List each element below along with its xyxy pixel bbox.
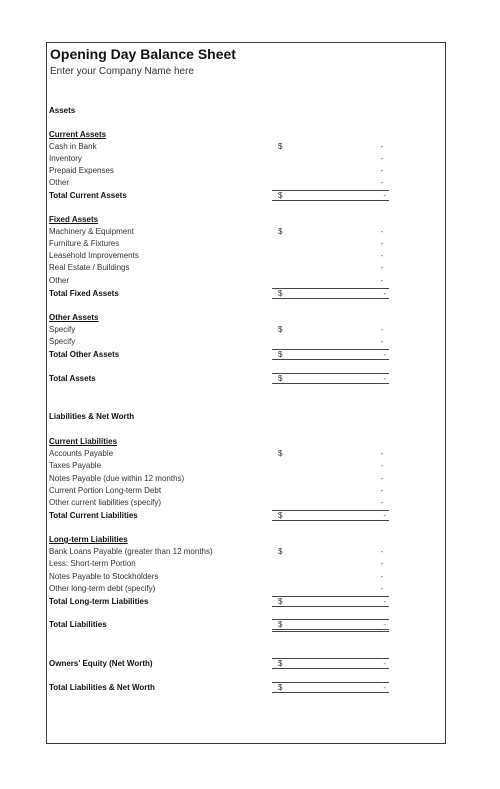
- amount-cell[interactable]: -: [380, 547, 384, 556]
- currency-symbol: $: [278, 350, 283, 359]
- line-label: Other current liabilities (specify): [49, 498, 162, 507]
- line-label: Notes Payable (due within 12 months): [49, 474, 185, 483]
- amount-cell[interactable]: -: [380, 461, 384, 470]
- currency-symbol: $: [278, 449, 283, 458]
- line-label: Bank Loans Payable (greater than 12 months): [49, 547, 213, 556]
- currency-symbol: $: [278, 325, 283, 334]
- amount-cell[interactable]: -: [380, 263, 384, 272]
- currency-symbol: $: [278, 597, 283, 606]
- fixed-assets-heading: Fixed Assets: [49, 215, 99, 224]
- total-label: Total Current Assets: [49, 191, 127, 200]
- total-amount: -: [383, 597, 386, 606]
- amount-cell[interactable]: -: [380, 142, 384, 151]
- line-label: Other: [49, 178, 70, 187]
- total-cell: [272, 682, 389, 693]
- other-assets-heading: Other Assets: [49, 313, 99, 322]
- currency-symbol: $: [278, 289, 283, 298]
- total-cell: [272, 349, 389, 360]
- currency-symbol: $: [278, 227, 283, 236]
- line-label: Furniture & Fixtures: [49, 239, 120, 248]
- line-label: Machinery & Equipment: [49, 227, 134, 236]
- currency-symbol: $: [278, 142, 283, 151]
- equity-label: Owners' Equity (Net Worth): [49, 659, 153, 668]
- amount-cell[interactable]: -: [380, 498, 384, 507]
- amount-cell[interactable]: -: [380, 239, 384, 248]
- total-label: Total Fixed Assets: [49, 289, 119, 298]
- line-label: Cash in Bank: [49, 142, 97, 151]
- amount-cell[interactable]: -: [380, 572, 384, 581]
- amount-cell[interactable]: -: [380, 337, 384, 346]
- total-amount: -: [383, 659, 386, 668]
- total-amount: -: [383, 350, 386, 359]
- amount-cell[interactable]: -: [380, 474, 384, 483]
- amount-cell[interactable]: -: [380, 325, 384, 334]
- amount-cell[interactable]: -: [380, 166, 384, 175]
- line-label: Real Estate / Buildings: [49, 263, 130, 272]
- total-label: Total Long-term Liabilities: [49, 597, 149, 606]
- line-label: Notes Payable to Stockholders: [49, 572, 159, 581]
- total-cell: [272, 619, 389, 632]
- total-label: Total Assets: [49, 374, 96, 383]
- line-label: Current Portion Long-term Debt: [49, 486, 162, 495]
- amount-cell[interactable]: -: [380, 276, 384, 285]
- total-label: Total Current Liabilities: [49, 511, 138, 520]
- line-label: Leasehold Improvements: [49, 251, 139, 260]
- currency-symbol: $: [278, 374, 283, 383]
- total-cell: [272, 288, 389, 299]
- currency-symbol: $: [278, 547, 283, 556]
- line-label: Prepaid Expenses: [49, 166, 114, 175]
- line-label: Inventory: [49, 154, 82, 163]
- total-amount: -: [383, 289, 386, 298]
- amount-cell[interactable]: -: [380, 584, 384, 593]
- total-amount: -: [383, 191, 386, 200]
- amount-cell[interactable]: -: [380, 227, 384, 236]
- currency-symbol: $: [278, 659, 283, 668]
- line-label: Taxes Payable: [49, 461, 102, 470]
- current-assets-heading: Current Assets: [49, 130, 107, 139]
- total-amount: -: [383, 374, 386, 383]
- amount-cell[interactable]: -: [380, 486, 384, 495]
- currency-symbol: $: [278, 683, 283, 692]
- line-label: Specify: [49, 325, 76, 334]
- company-name-field[interactable]: Enter your Company Name here: [50, 66, 194, 77]
- total-cell: [272, 373, 389, 384]
- total-cell: [272, 596, 389, 607]
- grand-total-label: Total Liabilities & Net Worth: [49, 683, 155, 692]
- amount-cell[interactable]: -: [380, 178, 384, 187]
- amount-cell[interactable]: -: [380, 559, 384, 568]
- total-cell: [272, 190, 389, 201]
- amount-cell[interactable]: -: [380, 154, 384, 163]
- amount-cell[interactable]: -: [380, 251, 384, 260]
- page-title: Opening Day Balance Sheet: [50, 46, 236, 62]
- total-amount: -: [383, 511, 386, 520]
- amount-cell[interactable]: -: [380, 449, 384, 458]
- total-cell: [272, 658, 389, 669]
- total-label: Total Other Assets: [49, 350, 120, 359]
- total-amount: -: [383, 683, 386, 692]
- balance-sheet-frame: [46, 42, 446, 744]
- total-label: Total Liabilities: [49, 620, 107, 629]
- current-liabilities-heading: Current Liabilities: [49, 437, 118, 446]
- line-label: Accounts Payable: [49, 449, 114, 458]
- line-label: Other long-term debt (specify): [49, 584, 156, 593]
- long-term-liabilities-heading: Long-term Liabilities: [49, 535, 128, 544]
- total-amount: -: [383, 620, 386, 629]
- total-cell: [272, 510, 389, 521]
- line-label: Specify: [49, 337, 76, 346]
- currency-symbol: $: [278, 191, 283, 200]
- assets-heading: Assets: [49, 106, 76, 115]
- liabilities-heading: Liabilities & Net Worth: [49, 412, 135, 421]
- currency-symbol: $: [278, 620, 283, 629]
- line-label: Less: Short-term Portion: [49, 559, 136, 568]
- line-label: Other: [49, 276, 70, 285]
- currency-symbol: $: [278, 511, 283, 520]
